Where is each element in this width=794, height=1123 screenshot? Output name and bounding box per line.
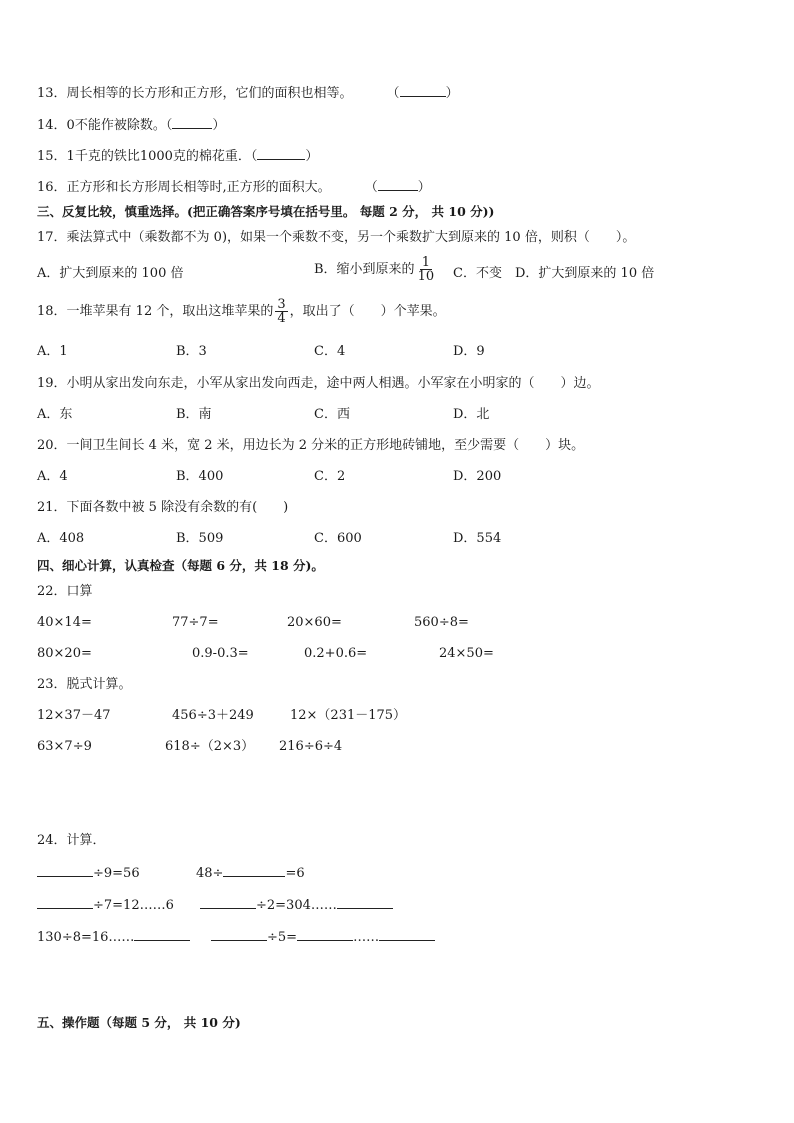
fill-item: ÷9=56	[37, 864, 140, 882]
mental-calc-item: 560÷8=	[414, 615, 469, 630]
section-3-heading: 三、反复比较，慎重选择。(把正确答案序号填在括号里。 每题 2 分， 共 10 分))	[37, 204, 495, 219]
mental-calc-item: 77÷7=	[172, 615, 219, 630]
option-c: C．西	[314, 407, 350, 422]
option-a: A．东	[37, 407, 73, 422]
answer-blank[interactable]	[37, 896, 93, 909]
answer-blank[interactable]	[297, 928, 353, 941]
question-13-text: 13．周长相等的长方形和正方形，它们的面积也相等。	[37, 86, 353, 101]
answer-blank[interactable]	[200, 896, 256, 909]
option-b: B．南	[176, 407, 212, 422]
section-5-heading: 五、操作题（每题 5 分， 共 10 分)	[37, 1015, 241, 1030]
mental-calc-item: 24×50=	[439, 646, 494, 661]
fraction: $\frac{1}{10}$	[417, 255, 435, 284]
mental-calc-item: 40×14=	[37, 615, 92, 630]
question-24-title: 24．计算．	[37, 833, 106, 848]
step-calc-item: 63×7÷9	[37, 739, 92, 754]
question-22-title: 22．口算	[37, 584, 93, 599]
question-16-text: 16．正方形和长方形周长相等时,正方形的面积大。	[37, 180, 331, 195]
answer-blank[interactable]	[379, 928, 435, 941]
answer-blank[interactable]	[400, 84, 446, 97]
question-21-stem: 21．下面各数中被 5 除没有余数的有( )	[37, 500, 289, 515]
question-16: 16．正方形和长方形周长相等时,正方形的面积大。 （ ）	[37, 180, 431, 195]
question-19-stem: 19．小明从家出发向东走，小军从家出发向西走，途中两人相遇。小军家在小明家的（ ）边。	[37, 376, 600, 391]
question-18-stem: 18．一堆苹果有 12 个，取出这堆苹果的 $\frac{3}{4}$ ，取出了（ ）个苹果。	[37, 297, 446, 326]
step-calc-item: 456÷3＋249	[172, 708, 254, 723]
option-a: A．扩大到原来的 100 倍	[37, 266, 184, 281]
section-4-heading: 四、细心计算，认真检查（每题 6 分，共 18 分)。	[37, 558, 324, 573]
mental-calc-item: 20×60=	[287, 615, 342, 630]
question-15: 15．1千克的铁比1000克的棉花重．（ ）	[37, 149, 319, 164]
answer-blank[interactable]	[134, 928, 190, 941]
mental-calc-item: 0.9-0.3=	[192, 646, 249, 661]
question-15-text: 15．1千克的铁比1000克的棉花重．（	[37, 149, 258, 164]
question-14-text: 14．0不能作被除数。（	[37, 118, 173, 133]
fill-item: 48÷ =6	[196, 866, 305, 881]
fill-item: ÷2=304……	[200, 896, 393, 914]
step-calc-item: 618÷（2×3）	[165, 739, 255, 754]
option-d: D．200	[453, 469, 502, 484]
option-d: D．北	[453, 407, 490, 422]
answer-blank[interactable]	[211, 928, 267, 941]
mental-calc-item: 0.2+0.6=	[304, 646, 368, 661]
option-b: B．509	[176, 531, 224, 546]
option-a: A．4	[37, 469, 68, 484]
option-b: B．缩小到原来的 $\frac{1}{10}$	[314, 255, 435, 284]
option-d: D．554	[453, 531, 502, 546]
fill-item: ÷5= ……	[211, 928, 435, 946]
step-calc-item: 12×（231－175）	[290, 708, 407, 723]
question-17-stem: 17．乘法算式中（乘数都不为 0)，如果一个乘数不变，另一个乘数扩大到原来的 10 倍，则积（ ）。	[37, 230, 636, 245]
option-c: C．不变	[453, 266, 502, 281]
question-23-title: 23．脱式计算。	[37, 677, 132, 692]
fill-item: 130÷8=16……	[37, 928, 190, 946]
option-c: C．600	[314, 531, 362, 546]
option-b: B．400	[176, 469, 224, 484]
option-c: C．2	[314, 469, 346, 484]
fraction: $\frac{3}{4}$	[277, 297, 286, 326]
answer-blank[interactable]	[337, 896, 393, 909]
mental-calc-item: 80×20=	[37, 646, 92, 661]
option-b: B．3	[176, 344, 207, 359]
answer-blank[interactable]	[378, 178, 418, 191]
question-13: 13．周长相等的长方形和正方形，它们的面积也相等。 （ ）	[37, 86, 459, 101]
answer-blank[interactable]	[172, 116, 212, 129]
option-d: D．9	[453, 344, 485, 359]
step-calc-item: 216÷6÷4	[279, 739, 343, 754]
option-a: A．1	[37, 344, 68, 359]
step-calc-item: 12×37－47	[37, 708, 111, 723]
option-d: D．扩大到原来的 10 倍	[515, 266, 655, 281]
option-c: C．4	[314, 344, 346, 359]
answer-blank[interactable]	[37, 864, 93, 877]
answer-blank[interactable]	[257, 147, 305, 160]
fill-item: ÷7=12……6	[37, 896, 174, 914]
answer-blank[interactable]	[223, 864, 285, 877]
option-a: A．408	[37, 531, 85, 546]
question-20-stem: 20．一间卫生间长 4 米，宽 2 米，用边长为 2 分米的正方形地砖铺地，至少需要（ ）块。	[37, 438, 585, 453]
question-14: 14．0不能作被除数。（ ）	[37, 118, 226, 133]
